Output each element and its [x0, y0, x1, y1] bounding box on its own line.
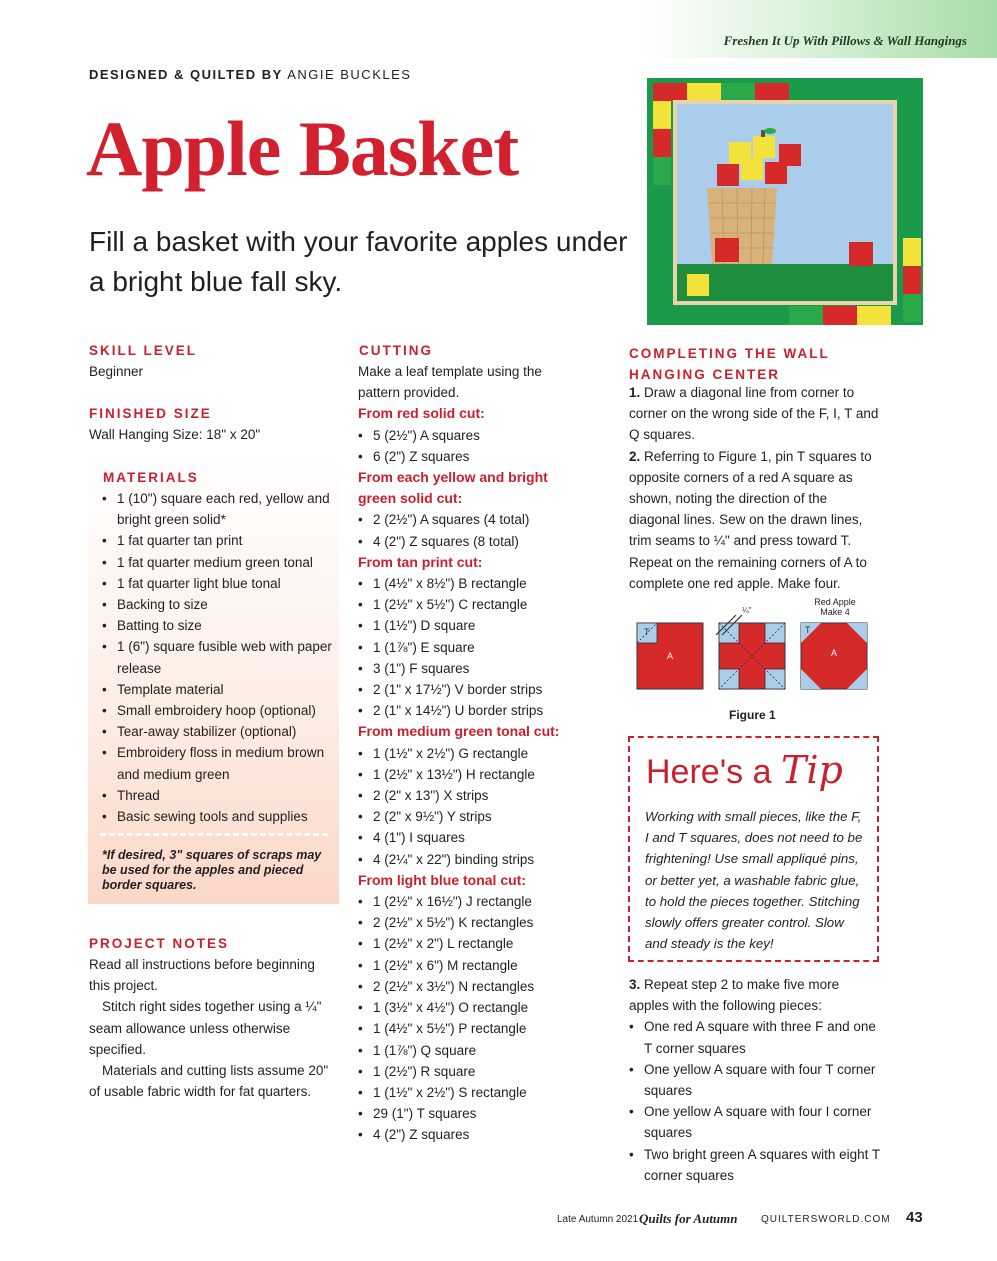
list-item: • 2 (1" x 17½") V border strips — [358, 679, 580, 700]
notes-heading: PROJECT NOTES — [89, 936, 230, 951]
completing-heading: COMPLETING THE WALL HANGING CENTER — [629, 346, 830, 382]
byline-label: DESIGNED & QUILTED BY — [89, 67, 283, 82]
skill-heading: SKILL LEVEL — [89, 343, 198, 358]
list-item: • Embroidery floss in medium brown and medium green — [102, 742, 334, 784]
list-item: • Thread — [102, 785, 334, 806]
tip-title — [646, 748, 843, 792]
project-notes — [89, 954, 329, 1102]
tip-title-b: Tip — [781, 748, 843, 792]
notes-p3: Materials and cutting lists assume 20" of usable fabric width for fat quarters. — [89, 1063, 329, 1100]
step2-text: Referring to Figure 1, pin T squares to opposite corners of a red A square as shown, noting the direction of the diagonal lines. Sew on the drawn lines, trim seams to ¼" and press toward T. Repeat on the remaining corners of A to complete one red apple. Make four. — [629, 448, 872, 591]
figure-a-label-3: A — [831, 648, 838, 658]
list-item: • 2 (1" x 14½") U border strips — [358, 700, 580, 721]
list-item: • 4 (2") Z squares — [358, 1124, 580, 1145]
step3-text: Repeat step 2 to make five more apples with the following pieces: — [629, 977, 840, 1014]
cutting-intro: Make a leaf template using the pattern provided. — [358, 364, 542, 401]
list-item: • 1 fat quarter light blue tonal — [102, 573, 334, 594]
notes-p2: Stitch right sides together using a ¼" seam allowance unless otherwise specified. — [89, 999, 322, 1057]
materials-list — [102, 488, 334, 827]
step1-text: Draw a diagonal line from corner to corner on the wrong side of the F, I, T and Q squares. — [629, 385, 879, 443]
list-item: • Template material — [102, 679, 334, 700]
figure-a-label-1: A — [667, 651, 674, 661]
list-item: • 2 (2½") A squares (4 total) — [358, 509, 580, 530]
list-item: • 1 (1⅞") Q square — [358, 1040, 580, 1061]
notes-p1: Read all instructions before beginning this project. — [89, 957, 315, 994]
list-item: • 4 (1") I squares — [358, 827, 580, 848]
cutting-heading: CUTTING — [359, 343, 433, 358]
list-item: • 1 (10") square each red, yellow and bright green solid* — [102, 488, 334, 530]
cutting-blue-heading: From light blue tonal cut: — [358, 871, 526, 888]
list-item: • Batting to size — [102, 615, 334, 636]
figure-t-label-1: T — [644, 627, 650, 637]
step1-number: 1. — [629, 385, 641, 400]
completing-step-3 — [629, 974, 881, 1186]
figure-caption: Figure 1 — [729, 708, 776, 722]
figure-label-line2: Make 4 — [820, 607, 850, 617]
list-item: • 1 fat quarter tan print — [102, 530, 334, 551]
list-item: • 1 (2½") R square — [358, 1061, 580, 1082]
completing-steps-1-2 — [629, 382, 881, 594]
byline-name: ANGIE BUCKLES — [287, 67, 412, 82]
list-item: • 29 (1") T squares — [358, 1103, 580, 1124]
materials-note: *If desired, 3" squares of scraps may be used for the apples and pieced border squares. — [102, 848, 322, 892]
cutting-yellow-heading: From each yellow and bright green solid cut: — [358, 469, 548, 507]
header-bar — [640, 0, 997, 58]
list-item: • 1 (4½" x 8½") B rectangle — [358, 573, 580, 594]
list-item: • 2 (2½" x 5½") K rectangles — [358, 912, 580, 933]
list-item: • 1 (2½" x 5½") C rectangle — [358, 594, 580, 615]
list-item: • 3 (1") F squares — [358, 658, 580, 679]
list-item: • One yellow A square with four I corner squares — [629, 1101, 881, 1143]
list-item: • One red A square with three F and one T corner squares — [629, 1016, 881, 1058]
footer-site: QUILTERSWORLD.COM — [761, 1214, 891, 1225]
list-item: • 1 (4½" x 5½") P rectangle — [358, 1018, 580, 1039]
figure-t-label-3: T — [805, 625, 811, 635]
list-item: • 2 (2" x 13") X strips — [358, 785, 580, 806]
list-item: • 1 (1½" x 2½") S rectangle — [358, 1082, 580, 1103]
cutting-list — [358, 361, 580, 1146]
list-item: • Small embroidery hoop (optional) — [102, 700, 334, 721]
footer-magazine: Quilts for Autumn — [639, 1211, 738, 1226]
divider — [100, 833, 328, 836]
list-item: • 1 (2½" x 2") L rectangle — [358, 933, 580, 954]
list-item: • Tear-away stabilizer (optional) — [102, 721, 334, 742]
footer-issue: Late Autumn 2021 — [557, 1214, 639, 1225]
skill-value: Beginner — [89, 364, 144, 379]
tip-title-a: Here's a — [646, 753, 772, 791]
list-item: • 1 fat quarter medium green tonal — [102, 552, 334, 573]
list-item: • 2 (2½" x 3½") N rectangles — [358, 976, 580, 997]
list-item: • 1 (2½" x 13½") H rectangle — [358, 764, 580, 785]
list-item: • Backing to size — [102, 594, 334, 615]
list-item: • 1 (1½") D square — [358, 615, 580, 636]
step3-number: 3. — [629, 977, 641, 992]
list-item: • Two bright green A squares with eight T corner squares — [629, 1144, 881, 1186]
page-title: Apple Basket — [86, 105, 519, 192]
list-item: • One yellow A square with four T corner squares — [629, 1059, 881, 1101]
list-item: • 6 (2") Z squares — [358, 446, 580, 467]
byline — [89, 67, 411, 82]
figure-label-line1: Red Apple — [814, 597, 856, 607]
subtitle: Fill a basket with your favorite apples under a bright blue fall sky. — [89, 226, 628, 297]
list-item: • 2 (2" x 9½") Y strips — [358, 806, 580, 827]
list-item: • 1 (2½" x 6") M rectangle — [358, 955, 580, 976]
list-item: • 1 (3½" x 4½") O rectangle — [358, 997, 580, 1018]
list-item: • 1 (1⅞") E square — [358, 637, 580, 658]
cutting-red-heading: From red solid cut: — [358, 405, 485, 422]
cutting-green-heading: From medium green tonal cut: — [358, 723, 560, 740]
figure-red-apple-label — [790, 597, 880, 617]
page-number: 43 — [906, 1209, 923, 1226]
finished-heading: FINISHED SIZE — [89, 406, 212, 421]
list-item: • 1 (2½" x 16½") J rectangle — [358, 891, 580, 912]
running-title: Freshen It Up With Pillows & Wall Hangings — [723, 33, 967, 48]
list-item: • 5 (2½") A squares — [358, 425, 580, 446]
list-item: • 1 (1½" x 2½") G rectangle — [358, 743, 580, 764]
quarter-inch-label: ¼" — [742, 606, 752, 615]
quilt-photo — [647, 78, 923, 325]
list-item: • Basic sewing tools and supplies — [102, 806, 334, 827]
list-item: • 4 (2¼" x 22") binding strips — [358, 849, 580, 870]
tip-text: Working with small pieces, like the F, I and T squares, does not need to be frightening! Use small appliqué pins, or better yet, a washable fabric glue, to hold the pieces together. Stitching slowly offers greater control. Slow and steady is the key! — [645, 809, 863, 952]
cutting-tan-heading: From tan print cut: — [358, 553, 483, 570]
step2-number: 2. — [629, 448, 641, 464]
list-item: • 1 (6") square fusible web with paper release — [102, 636, 334, 678]
list-item: • 4 (2") Z squares (8 total) — [358, 531, 580, 552]
finished-value: Wall Hanging Size: 18" x 20" — [89, 427, 261, 442]
materials-heading: MATERIALS — [103, 470, 199, 485]
